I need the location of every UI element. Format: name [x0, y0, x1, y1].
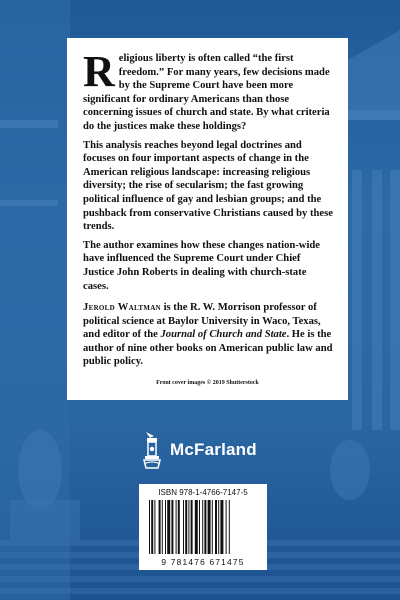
drop-cap: R: [83, 47, 115, 96]
blurb-paragraph-1-text: eligious liberty is often called “the first freedom.” For many years, few decisions made by the Supreme Court have been more significant for ordinary Americans than those concerning issues of church and state. By what criteria do the justices make these holdings?: [83, 53, 330, 132]
barcode-digits: 9 781476 671475: [161, 557, 245, 567]
author-name: Jerold Waltman: [83, 302, 161, 314]
author-bio-text-1: is the R. W. Morrison professor of political science at Baylor University in Waco, Texas, and editor of the: [83, 302, 321, 341]
journal-title: Journal of Church and State: [160, 329, 287, 341]
publisher-name: McFarland: [170, 440, 257, 459]
publisher-logo: [140, 428, 280, 472]
blurb-paragraph-1: [83, 47, 334, 134]
blurb-paragraph-3: The author examines how these changes nation-wide have influenced the Supreme Court under Chief Justice John Roberts in dealing with church-state cases.: [83, 239, 320, 292]
cover-image-credit: Front cover images © 2019 Shutterstock: [156, 380, 259, 386]
author-bio: [83, 301, 334, 369]
isbn-label: ISBN 978-1-4766-7147-5: [158, 488, 248, 497]
description-panel: [67, 38, 348, 400]
mcfarland-logo-icon: [140, 430, 164, 470]
barcode-image: [147, 500, 259, 556]
barcode-block: [139, 484, 267, 570]
blurb-paragraph-2: This analysis reaches beyond legal doctrines and focuses on four important aspects of change in the American religious landscape: increasing religious diversity; the rise of secularism; the fast growing political influence of gay and lesbian groups; and the pushback from conservative Christians caused by these trends.: [83, 139, 333, 233]
author-bio-text-2: . He is the author of nine other books on American public law and public policy.: [83, 329, 333, 368]
